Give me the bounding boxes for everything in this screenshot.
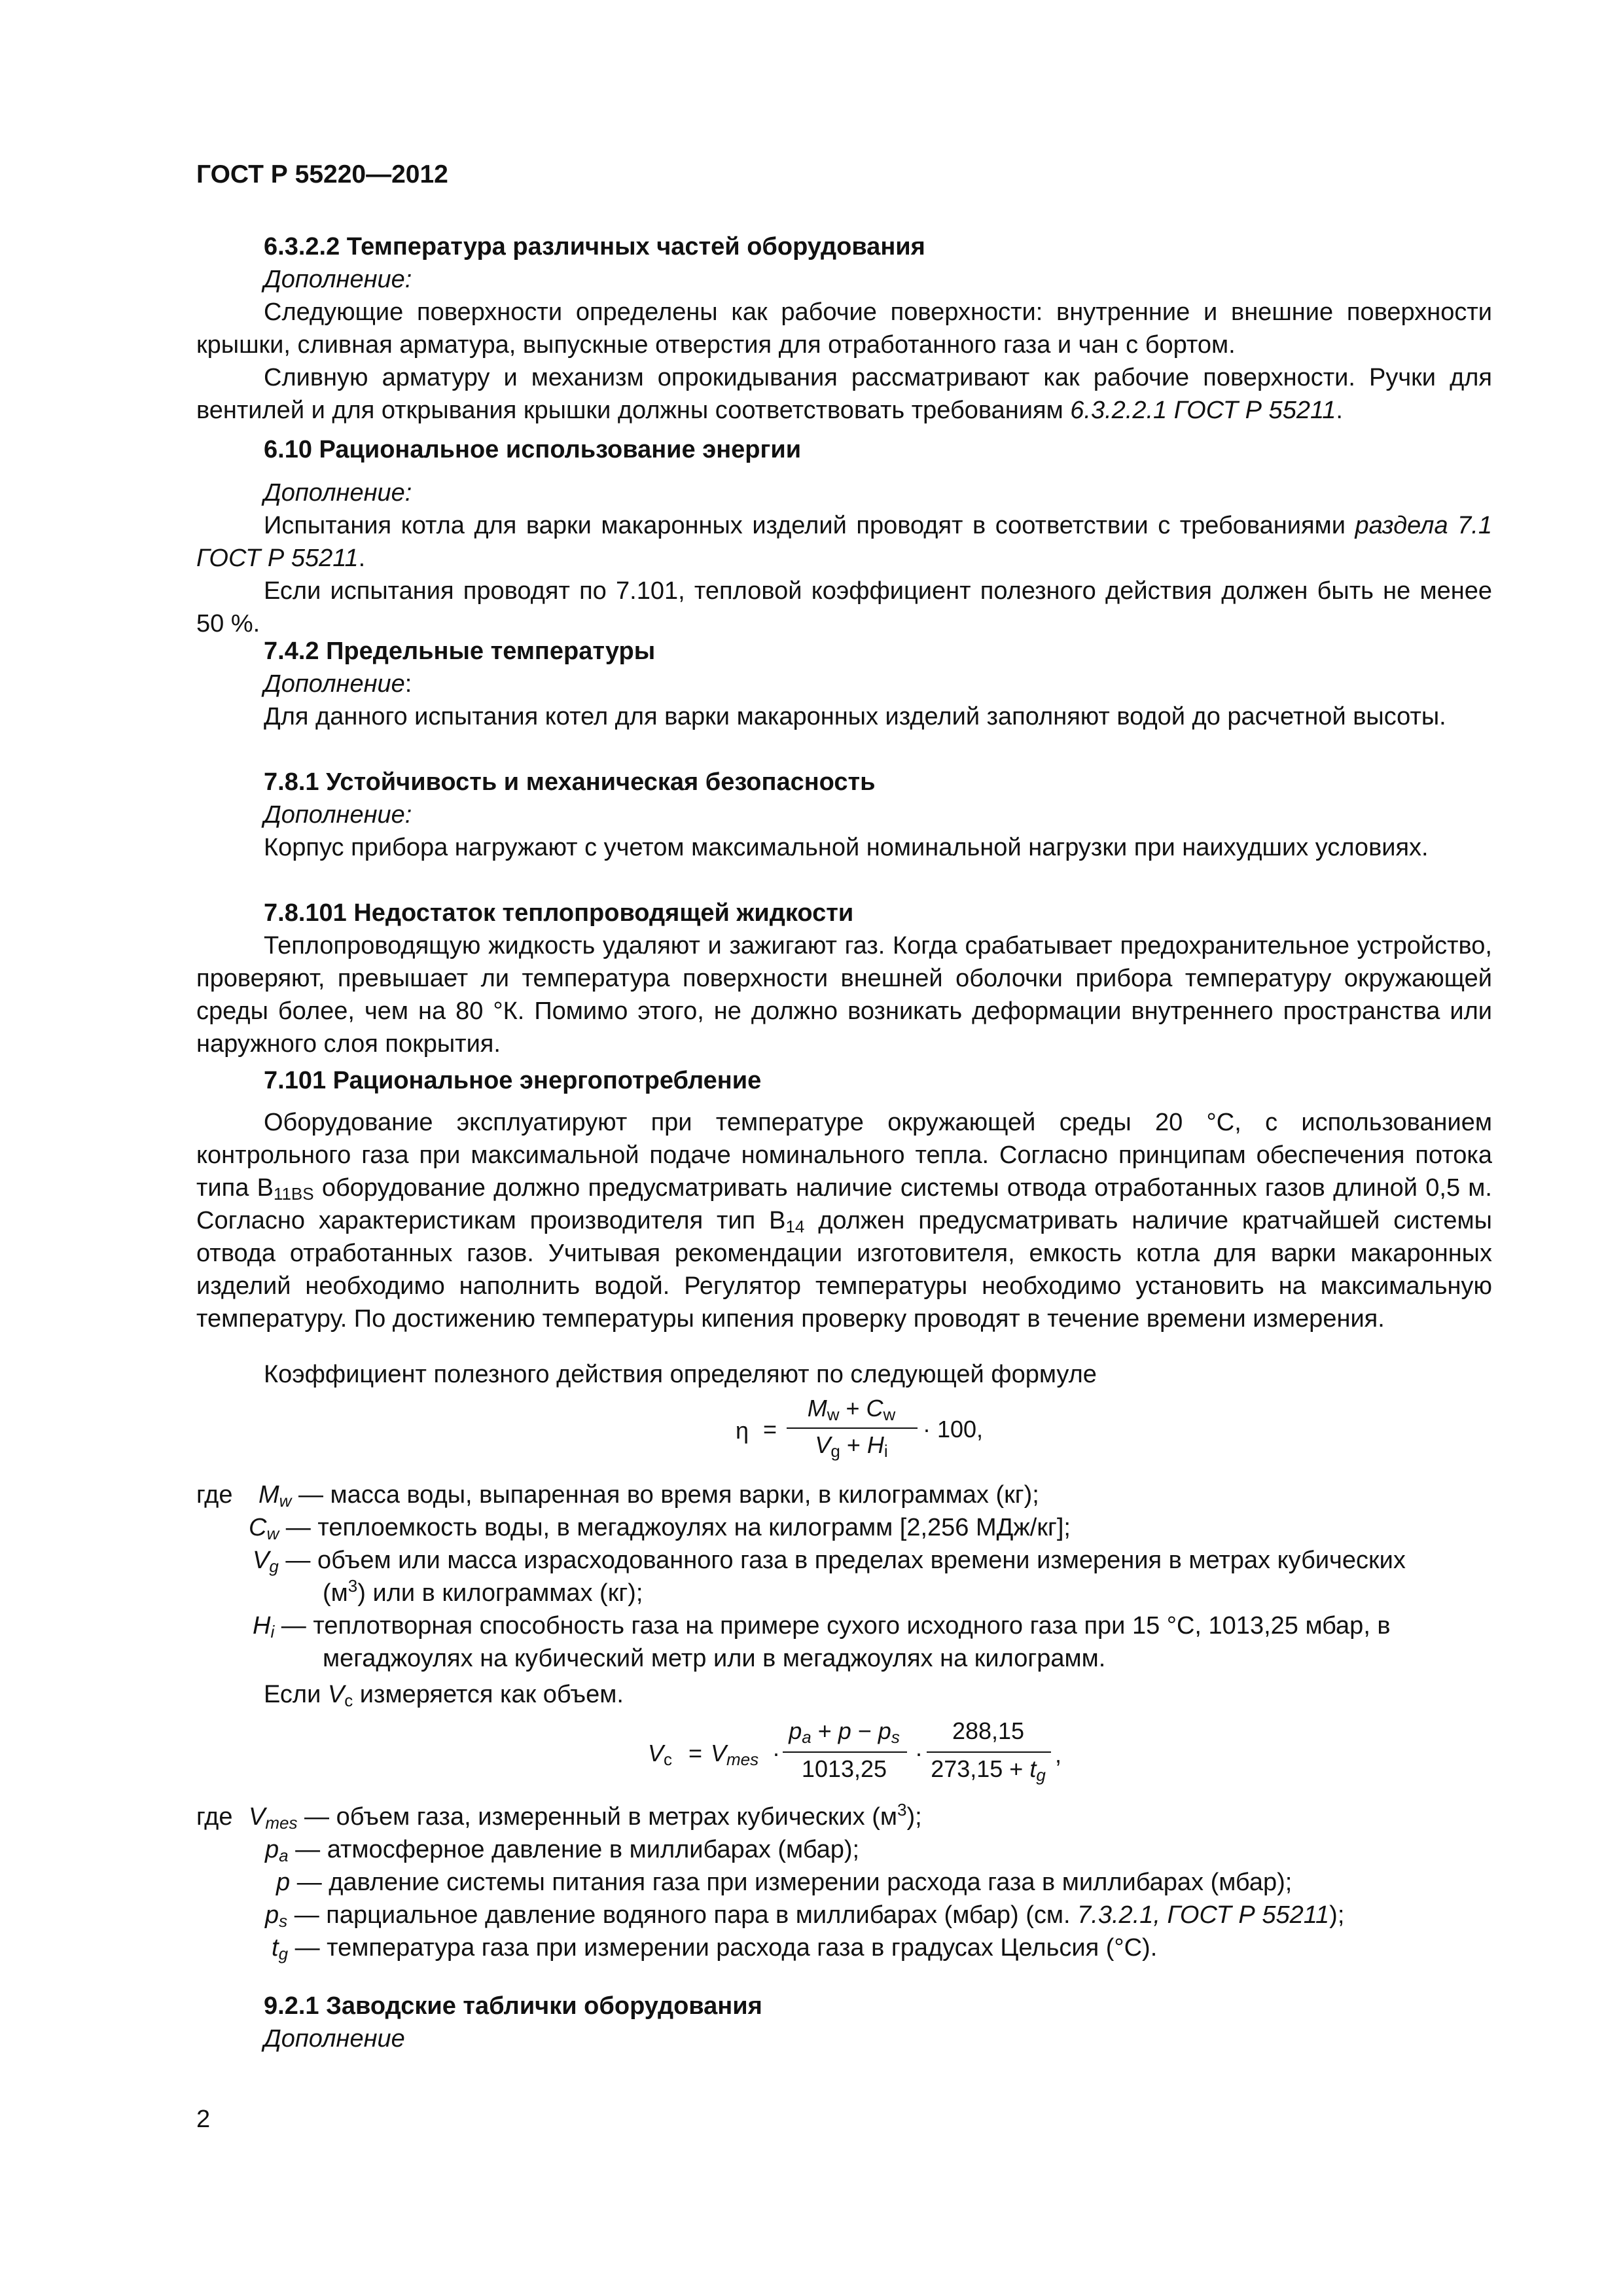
paragraph: Испытания котла для варки макаронных изделий проводят в соответствии с требованиями раздела 7.1 ГОСТ Р 55211. bbox=[196, 512, 1492, 572]
formula-denominator: $V_g + H_i$ bbox=[815, 1431, 888, 1461]
definition-row: $p_s$ — парциальное давление водяного пара в миллибарах (мбар) (см. 7.3.2.1, ГОСТ Р 55211); bbox=[265, 1901, 1345, 1931]
formula-numerator: $p_a + p - p_s$ bbox=[789, 1717, 900, 1747]
formula-equals: = bbox=[688, 1740, 703, 1767]
definition-row: $H_i$ — теплотворная способность газа на примере сухого исходного газа при 15 °С, 1013,25 мбар, в bbox=[253, 1612, 1391, 1641]
fraction-line bbox=[783, 1751, 907, 1753]
reference: 6.3.2.2.1 ГОСТ Р 55211 bbox=[1070, 397, 1336, 424]
formula-numerator: $M_w + C_w$ bbox=[807, 1395, 896, 1424]
paragraph: Теплопроводящую жидкость удаляют и зажигают газ. Когда срабатывает предохранительное устройство, проверяют, превышает ли температура поверхности внешней оболочки прибора температуру окружающей среды более, чем на 80 °К. Помимо этого, не должно возникать деформации внутреннего пространства или наружного слоя покрытия. bbox=[196, 932, 1492, 1058]
formula-tail: · 100, bbox=[923, 1416, 984, 1443]
paragraph: Оборудование эксплуатируют при температуре окружающей среды 20 °С, с использованием контрольного газа при максимальной подаче номинального тепла. Согласно принципам обеспечения потока типа $В_{11BS}$ оборудование должно предусматривать наличие системы отвода отработанных газов длиной 0,5 м. Согласно характеристикам производителя тип $В_{14}$ должен предусматривать наличие кратчайшей системы отвода отработанных газов. Учитывая рекомендации изготовителя, емкость котла для варки макаронных изделий необходимо наполнить водой. Регулятор температуры необходимо установить на максимальную температуру. По достижению температуры кипения проверку проводят в течение времени измерения. bbox=[196, 1109, 1492, 1333]
paragraph: Если $V_c$ измеряется как объем. bbox=[264, 1681, 624, 1710]
definition-row: p — давление системы питания газа при измерении расхода газа в миллибарах (мбар); bbox=[276, 1869, 1293, 1896]
paragraph: Следующие поверхности определены как рабочие поверхности: внутренние и внешние поверхности крышки, сливная арматура, выпускные отверстия для отработанного газа и чан с бортом. bbox=[196, 298, 1492, 359]
supplement-label: Дополнение: bbox=[264, 801, 412, 829]
section-title-6-10: 6.10 Рациональное использование энергии bbox=[264, 436, 802, 463]
document-header: ГОСТ Р 55220—2012 bbox=[196, 160, 448, 188]
definition-row: $M_w$ — масса воды, выпаренная во время варки, в килограммах (кг); bbox=[259, 1481, 1039, 1511]
paragraph: Сливную арматуру и механизм опрокидывания рассматривают как рабочие поверхности. Ручки для вентилей и для открывания крышки должны соответствовать требованиям 6.3.2.2.1 ГОСТ Р 55211. bbox=[196, 364, 1492, 424]
formula-numerator: 288,15 bbox=[952, 1717, 1025, 1744]
section-title-6-3-2-2: 6.3.2.2 Температура различных частей оборудования bbox=[264, 233, 925, 260]
fraction-line bbox=[927, 1751, 1051, 1753]
definition-row: $V_{mes}$ — объем газа, измеренный в метрах кубических $(м^3)$; bbox=[249, 1800, 922, 1833]
definition-row-cont: $(м^3)$ или в килограммах (кг); bbox=[323, 1576, 643, 1607]
definition-row: $p_a$ — атмосферное давление в миллибарах (мбар); bbox=[265, 1836, 860, 1865]
reference: раздела 7.1 ГОСТ Р 55211 bbox=[196, 512, 1492, 572]
fraction-line bbox=[787, 1427, 918, 1429]
efficiency-formula bbox=[726, 1391, 1001, 1469]
volume-correction-formula: $V_c$ = $V_{mes}$ · $p_a + p - p_s$ 1013,25 · 288,15 $273,15 + t_g$ , bbox=[648, 1717, 1062, 1785]
paragraph: Коэффициент полезного действия определяют по следующей формуле bbox=[264, 1361, 1097, 1388]
paragraph: Если испытания проводят по 7.101, тепловой коэффициент полезного действия должен быть не менее 50 %. bbox=[196, 577, 1492, 637]
section-title-7-101: 7.101 Рациональное энергопотребление bbox=[264, 1067, 762, 1094]
paragraph: Корпус прибора нагружают с учетом максимальной номинальной нагрузки при наихудших условиях. bbox=[264, 834, 1429, 861]
supplement-label: Дополнение: bbox=[264, 266, 412, 293]
formula-lhs: $V_c$ bbox=[648, 1740, 673, 1769]
where-label: где bbox=[196, 1803, 233, 1831]
supplement-label: Дополнение: bbox=[264, 479, 412, 507]
formula-equals: = bbox=[763, 1416, 777, 1443]
formula-vmes: $V_{mes}$ bbox=[711, 1740, 759, 1769]
supplement-label: Дополнение: bbox=[264, 670, 412, 698]
where-label: где bbox=[196, 1481, 233, 1509]
section-title-9-2-1: 9.2.1 Заводские таблички оборудования bbox=[264, 1992, 762, 2020]
page-number: 2 bbox=[196, 2106, 211, 2133]
definition-row-cont: мегаджоулях на кубический метр или в мегаджоулях на килограмм. bbox=[323, 1645, 1106, 1672]
definition-row: $C_w$ — теплоемкость воды, в мегаджоулях на килограмм [2,256 МДж/кг]; bbox=[249, 1514, 1071, 1543]
section-title-7-8-1: 7.8.1 Устойчивость и механическая безопасность bbox=[264, 768, 876, 796]
section-title-7-4-2: 7.4.2 Предельные температуры bbox=[264, 637, 656, 665]
formula-denominator: 1013,25 bbox=[801, 1755, 887, 1782]
formula-lhs: η bbox=[736, 1417, 749, 1444]
section-title-7-8-101: 7.8.101 Недостаток теплопроводящей жидкости bbox=[264, 899, 854, 927]
formula-denominator: $273,15 + t_g$ bbox=[931, 1755, 1046, 1785]
definition-row: $t_g$ — температура газа при измерении расхода газа в градусах Цельсия (°С). bbox=[272, 1934, 1158, 1964]
supplement-label: Дополнение bbox=[264, 2025, 405, 2053]
paragraph: Для данного испытания котел для варки макаронных изделий заполняют водой до расчетной высоты. bbox=[264, 703, 1446, 730]
definition-row: $V_g$ — объем или масса израсходованного газа в пределах времени измерения в метрах кубических bbox=[253, 1547, 1406, 1576]
